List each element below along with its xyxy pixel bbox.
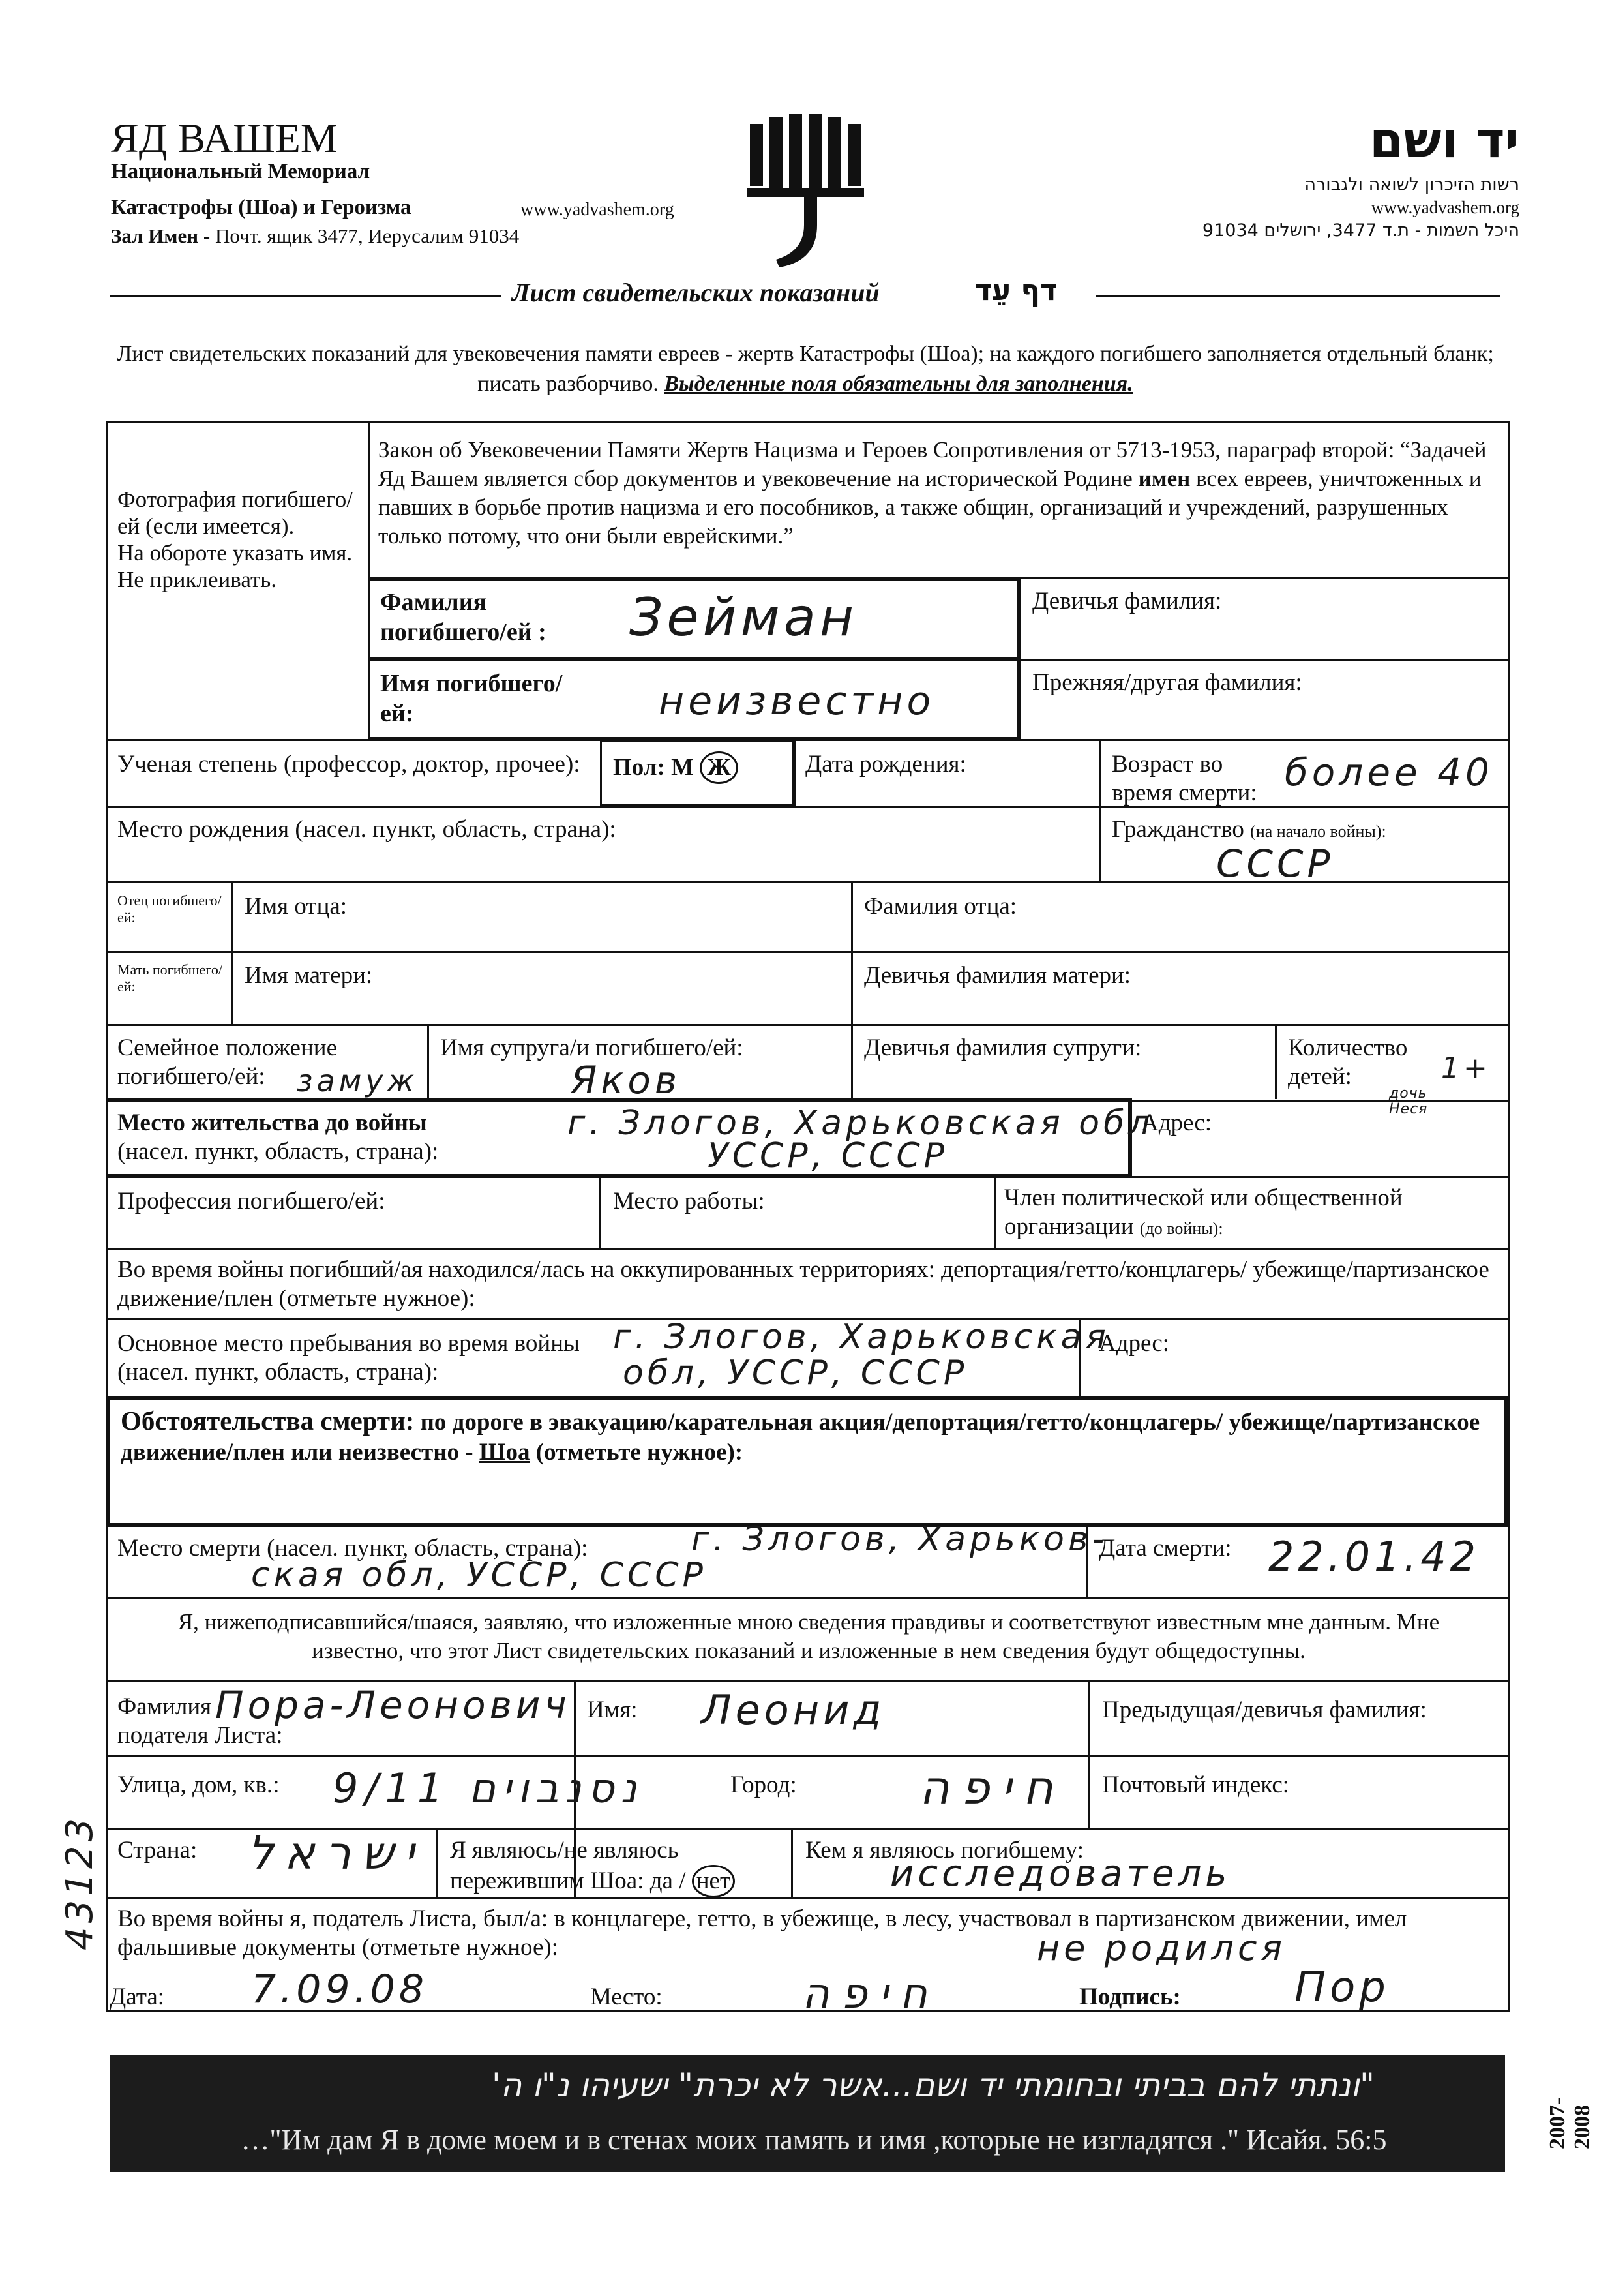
spouse-maiden-label: Девичья фамилия супруги: — [864, 1035, 1142, 1061]
intro-text — [104, 339, 1506, 399]
death-place-value-1[interactable]: г. Злогов, Харьков- — [691, 1520, 1109, 1559]
yad-vashem-logo — [740, 111, 871, 274]
member-label-text: Член политической или общественной организации — [1004, 1185, 1403, 1240]
residence-value-1[interactable]: г. Злогов, Харьковская обл — [567, 1104, 1154, 1143]
degree-label: Ученая степень (профессор, доктор, прочее): — [117, 751, 580, 778]
law-text — [378, 436, 1493, 551]
residence-value-2[interactable]: УССР, СССР — [708, 1136, 949, 1175]
death-circumstances-shoa[interactable]: Шоа — [479, 1439, 530, 1466]
father-surname-label: Фамилия отца: — [864, 893, 1017, 920]
title-rule-left — [110, 295, 501, 297]
death-circumstances-options: по дороге в эвакуацию/карательная акция/депортация/гетто/концлагерь/ убежище/партизанское движение/плен или неизвестно - — [121, 1409, 1480, 1466]
photo-box-text-3: Не приклеивать. — [117, 567, 276, 592]
spouse-name-value[interactable]: Яков — [571, 1058, 681, 1102]
org-url-ru: www.yadvashem.org — [520, 200, 674, 220]
victim-surname-value[interactable]: Зейман — [629, 587, 858, 648]
zip-label: Почтовый индекс: — [1102, 1772, 1290, 1798]
street-label: Улица, дом, кв.: — [117, 1772, 280, 1798]
age-value[interactable]: более 40 — [1285, 750, 1493, 794]
mother-maiden-label: Девичья фамилия матери: — [864, 962, 1131, 989]
death-place-label: Место смерти (насел. пункт, область, страна): — [117, 1535, 588, 1562]
org-subtitle-he: רשות הזיכרון לשואה ולגבורה — [1304, 175, 1519, 195]
org-title-ru: ЯД ВАШЕМ — [111, 115, 338, 161]
org-url-he: www.yadvashem.org — [1371, 198, 1519, 217]
death-date-value[interactable]: 22.01.42 — [1268, 1533, 1480, 1580]
wartime-place-value-2[interactable]: обл, УССР, СССР — [623, 1353, 968, 1393]
hall-of-names-label: Зал Имен - — [111, 224, 211, 247]
org-subtitle-ru-2: Катастрофы (Шоа) и Героизма — [111, 196, 411, 219]
residence-label-bold: Место жительства до войны — [117, 1110, 427, 1136]
residence-label-sub: (насел. пункт, область, страна): — [117, 1138, 439, 1165]
submitter-name-label: Имя: — [587, 1697, 638, 1723]
footer-banner — [110, 2055, 1505, 2172]
member-note: (до войны): — [1139, 1219, 1223, 1238]
citizenship-value[interactable]: СССР — [1216, 841, 1334, 886]
spouse-name-label: Имя супруга/и погибшего/ей: — [440, 1035, 743, 1061]
victim-maiden-label: Девичья фамилия: — [1032, 588, 1222, 614]
children-note: дочь Неся — [1389, 1085, 1428, 1117]
margin-number: 43123 — [59, 1814, 101, 1950]
place-label: Место: — [590, 1984, 663, 2010]
org-subtitle-ru-1: Национальный Мемориал — [111, 160, 370, 183]
marital-value[interactable]: замуж — [297, 1063, 419, 1098]
footer-hebrew-quote: "ונתתי להם בביתי ובחומתי יד ושם...אשר לא יכרת" ישעיהו נ"ו ה' — [491, 2066, 1375, 2104]
victim-surname-label: Фамилия погибшего/ей : — [380, 588, 546, 646]
declaration-text: Я, нижеподписавшийся/шаяся, заявляю, что изложенные мною сведения правдивы и соответствуют известным мне данным. Мне известно, что этот Лист свидетельских показаний и изложенные в нем сведения будут общедоступны. — [177, 1609, 1440, 1663]
sex-label — [613, 751, 738, 784]
side-years: 2007-2008 — [1545, 2097, 1594, 2149]
law-text-bold: имен — [1138, 466, 1191, 491]
submitter-surname-value[interactable]: Пора-Леонович — [215, 1683, 571, 1727]
member-label — [1004, 1184, 1500, 1241]
org-address-he: היכל השמות - ת.ד 3477, ירושלים 91034 — [1202, 220, 1519, 241]
survivor-label — [450, 1836, 789, 1897]
children-value[interactable]: 1+ — [1441, 1051, 1491, 1085]
age-label: Возраст во время смерти: — [1112, 751, 1257, 806]
submitter-wartime-value[interactable]: не родился — [1037, 1927, 1287, 1969]
wartime-place-value-1[interactable]: г. Злогов, Харьковская — [613, 1318, 1110, 1357]
hall-address: Почт. ящик 3477, Иерусалим 91034 — [215, 224, 520, 247]
during-war-text: Во время войны погибший/ая находился/лась на оккупированных территориях: депортация/гетто/концлагерь/ убежище/партизанское движение/плен (отметьте нужное): — [117, 1256, 1489, 1312]
sex-female-circled[interactable]: Ж — [700, 751, 738, 784]
date-value[interactable]: 7.09.08 — [251, 1967, 428, 2012]
intro-required-note: Выделенные поля обязательны для заполнения. — [664, 372, 1133, 396]
death-place-value-2[interactable]: ская обл, УССР, СССР — [251, 1556, 707, 1595]
victim-firstname-label: Имя погибшего/ей: — [380, 670, 563, 727]
submitter-prev-surname-label: Предыдущая/девичья фамилия: — [1102, 1697, 1427, 1723]
submitter-name-value[interactable]: Леонид — [701, 1686, 886, 1734]
form-title: Лист свидетельских показаний — [512, 278, 880, 307]
mother-side-label: Мать погибшего/ей: — [117, 961, 222, 995]
wartime-address-label: Адрес: — [1099, 1330, 1170, 1357]
victim-firstname-value[interactable]: неизвестно — [659, 678, 935, 724]
form-title-he: דף עֵד — [975, 274, 1057, 307]
org-address-ru — [111, 224, 519, 248]
father-side-label: Отец погибшего/ей: — [117, 892, 222, 926]
signature-label: Подпись: — [1079, 1984, 1181, 2010]
dob-label: Дата рождения: — [805, 751, 966, 778]
org-title-he: יד ושם — [1369, 111, 1519, 169]
date-label: Дата: — [110, 1984, 165, 2010]
intro-main: Лист свидетельских показаний для увековечения памяти евреев - жертв Катастрофы (Шоа); на каждого погибшего заполняется отдельный бланк; писать разборчиво. — [117, 342, 1494, 396]
death-circumstances — [121, 1406, 1497, 1468]
survivor-label-text: Я являюсь/не являюсь пережившим Шоа: да / — [450, 1837, 686, 1894]
country-value[interactable]: ישראל — [248, 1826, 425, 1880]
law-text-part2: всех евреев, уничтоженных и павших в борьбе против нацизма и его пособников, а также общин, организаций и учреждений, разрушенных только потому, что они были еврейскими.” — [378, 466, 1482, 549]
relation-value[interactable]: исследователь — [890, 1852, 1231, 1895]
place-value[interactable]: חיפה — [802, 1970, 939, 2018]
children-label: Количество детей: — [1288, 1035, 1408, 1090]
victim-prev-surname-label: Прежняя/другая фамилия: — [1032, 669, 1302, 696]
submitter-wartime-text: Во время войны я, податель Листа, был/а: в концлагере, гетто, в убежище, в лесу, участвовал в партизанском движении, имел фальшивые документы (отметьте нужное): — [117, 1905, 1407, 1961]
survivor-no-circled[interactable]: нет — [692, 1865, 735, 1897]
citizenship-label — [1112, 815, 1386, 844]
signature-value[interactable]: Пор — [1294, 1963, 1390, 2012]
city-value[interactable]: חיפה — [919, 1761, 1065, 1815]
birthplace-label: Место рождения (насел. пункт, область, страна): — [117, 816, 616, 843]
death-circumstances-label: Обстоятельства смерти: — [121, 1406, 415, 1436]
photo-box — [117, 486, 359, 593]
profession-label: Профессия погибшего/ей: — [117, 1188, 385, 1215]
street-value[interactable]: נסנבוים 9/11 — [333, 1764, 644, 1812]
death-date-label: Дата смерти: — [1099, 1535, 1232, 1562]
footer-russian-quote: …"Им дам Я в доме моем и в стенах моих память и имя ,которые не изгладятся ." Исайя. 56:5 — [241, 2124, 1387, 2156]
citizenship-label-text: Гражданство — [1112, 816, 1244, 843]
city-label: Город: — [730, 1772, 797, 1798]
title-rule-right — [1096, 295, 1500, 297]
submitter-surname-label: Фамилия подателя Листа: — [117, 1693, 283, 1749]
residence-label — [117, 1109, 587, 1166]
citizenship-note: (на начало войны): — [1250, 822, 1386, 841]
law-text-part1: Закон об Увековечении Памяти Жертв Нацизма и Героев Сопротивления от 5713-1953, параграф второй: “Задачей Яд Вашем является сбор документов и увековечение на исторической Родине — [378, 437, 1487, 491]
residence-address-label: Адрес: — [1141, 1110, 1212, 1136]
photo-box-text-2: На обороте указать имя. — [117, 540, 353, 566]
relation-label: Кем я являюсь погибшему: — [805, 1837, 1084, 1864]
sex-male-label: Пол: М — [613, 754, 694, 781]
mother-name-label: Имя матери: — [245, 962, 373, 989]
wartime-place-label: Основное место пребывания во время войны (насел. пункт, область, страна): — [117, 1330, 580, 1385]
death-circumstances-tail: (отметьте нужное): — [535, 1439, 743, 1466]
marital-label: Семейное положение погибшего/ей: — [117, 1035, 337, 1090]
father-name-label: Имя отца: — [245, 893, 348, 920]
country-label: Страна: — [117, 1837, 198, 1864]
photo-box-text-1: Фотография погибшего/ей (если имеется). — [117, 487, 353, 539]
workplace-label: Место работы: — [613, 1188, 765, 1215]
